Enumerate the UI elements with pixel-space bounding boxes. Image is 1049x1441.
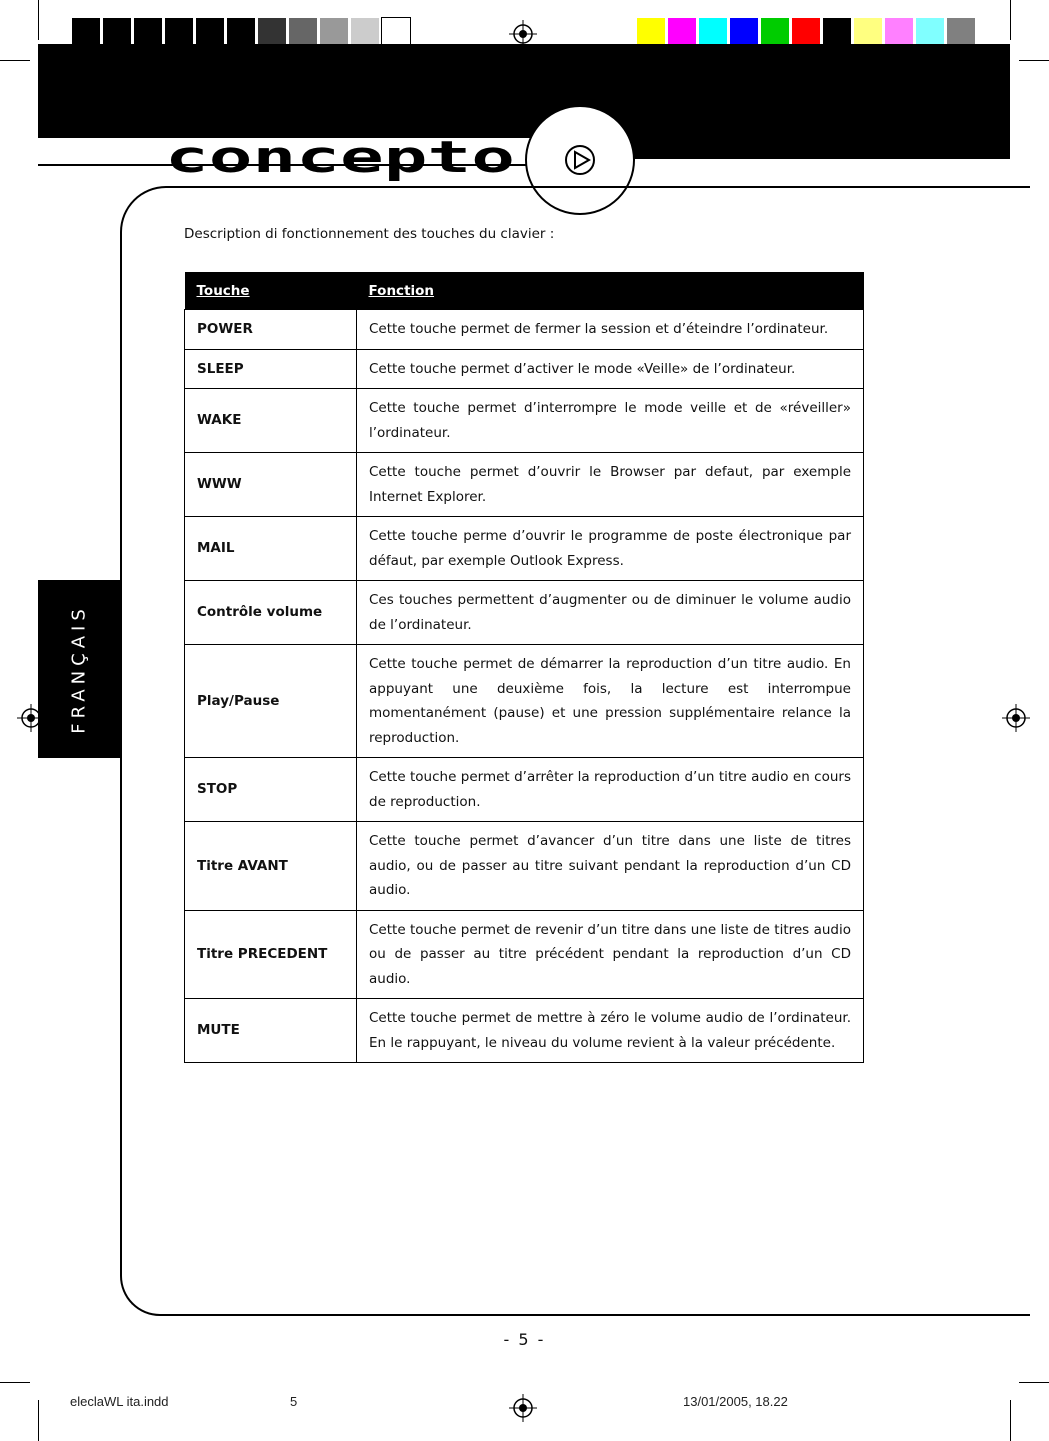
key-cell: STOP — [185, 758, 357, 822]
footer-page: 5 — [290, 1394, 298, 1409]
footer-timestamp: 13/01/2005, 18.22 — [683, 1394, 788, 1409]
page-number: - 5 - — [503, 1330, 546, 1349]
logo-text: concepto — [165, 140, 515, 183]
function-cell: Cette touche permet d’interrompre le mode veille et de «réveiller» l’ordinateur. — [357, 389, 864, 453]
color-swatch — [730, 18, 758, 44]
crop-mark — [1019, 1382, 1049, 1383]
function-cell: Cette touche permet de revenir d’un titre dans une liste de titres audio ou de passer au titre précédent pendant la reproduction d’un CD audio. — [357, 910, 864, 999]
function-cell: Cette touche perme d’ouvrir le programme de poste électronique par défaut, par exemple Outlook Express. — [357, 517, 864, 581]
header-fonction: Fonction — [357, 272, 864, 310]
keys-table — [184, 272, 864, 1063]
table-header-row — [185, 272, 864, 310]
color-swatch — [854, 18, 882, 44]
color-swatch — [196, 18, 224, 44]
language-label: FRANÇAIS — [68, 604, 90, 734]
color-swatch — [637, 18, 665, 44]
color-swatch — [947, 18, 975, 44]
table-row — [185, 822, 864, 911]
key-cell: MAIL — [185, 517, 357, 581]
key-cell: Titre AVANT — [185, 822, 357, 911]
table-row — [185, 517, 864, 581]
table-row — [185, 453, 864, 517]
function-cell: Cette touche permet de fermer la session et d’éteindre l’ordinateur. — [357, 310, 864, 350]
function-cell: Cette touche permet d’avancer d’un titre dans une liste de titres audio, ou de passer au titre suivant pendant la reproduction d’un CD audio. — [357, 822, 864, 911]
table-row — [185, 999, 864, 1063]
table-row — [185, 645, 864, 758]
function-cell: Cette touche permet d’ouvrir le Browser par defaut, par exemple Internet Explorer. — [357, 453, 864, 517]
color-swatch — [916, 18, 944, 44]
intro-text: Description di fonctionnement des touches du clavier : — [184, 226, 555, 242]
key-cell: Contrôle volume — [185, 581, 357, 645]
color-swatch — [823, 18, 851, 44]
color-swatch — [103, 18, 131, 44]
color-swatch — [761, 18, 789, 44]
footer-file-name: eleclaWL ita.indd — [70, 1394, 169, 1409]
key-cell: MUTE — [185, 999, 357, 1063]
table-row — [185, 389, 864, 453]
color-swatch — [792, 18, 820, 44]
color-swatch — [165, 18, 193, 44]
key-cell: Titre PRECEDENT — [185, 910, 357, 999]
color-swatch — [72, 18, 100, 44]
color-swatch — [320, 18, 348, 44]
registration-mark-icon — [509, 1394, 537, 1422]
table-row — [185, 581, 864, 645]
color-swatch — [351, 18, 379, 44]
color-swatch — [885, 18, 913, 44]
function-cell: Cette touche permet d’arrêter la reproduction d’un titre audio en cours de reproduction. — [357, 758, 864, 822]
crop-mark — [38, 1400, 39, 1441]
table-row — [185, 310, 864, 350]
color-swatch — [289, 18, 317, 44]
color-swatch — [258, 18, 286, 44]
header-touche: Touche — [185, 272, 357, 310]
crop-mark — [0, 60, 30, 61]
crop-mark — [1010, 0, 1011, 40]
key-cell: Play/Pause — [185, 645, 357, 758]
key-cell: POWER — [185, 310, 357, 350]
crop-mark — [0, 1382, 30, 1383]
crop-mark — [1019, 60, 1049, 61]
function-cell: Cette touche permet de démarrer la reproduction d’un titre audio. En appuyant une deuxième fois, la lecture est interrompue momentanément (pause) et une pression supplémentaire relance la reproduction. — [357, 645, 864, 758]
crop-mark — [1010, 1400, 1011, 1441]
key-cell: SLEEP — [185, 349, 357, 389]
key-cell: WWW — [185, 453, 357, 517]
color-swatch — [227, 18, 255, 44]
function-cell: Ces touches permettent d’augmenter ou de diminuer le volume audio de l’ordinateur. — [357, 581, 864, 645]
table-row — [185, 910, 864, 999]
concepto-logo — [165, 140, 525, 184]
color-swatch — [668, 18, 696, 44]
table-row — [185, 349, 864, 389]
key-cell: WAKE — [185, 389, 357, 453]
table-row — [185, 758, 864, 822]
color-swatch — [699, 18, 727, 44]
function-cell: Cette touche permet d’activer le mode «Veille» de l’ordinateur. — [357, 349, 864, 389]
language-tab — [38, 580, 120, 758]
crop-mark — [38, 0, 39, 40]
color-swatch — [134, 18, 162, 44]
function-cell: Cette touche permet de mettre à zéro le volume audio de l’ordinateur. En le rappuyant, le niveau du volume revient à la valeur précédente. — [357, 999, 864, 1063]
color-swatch — [382, 18, 410, 44]
